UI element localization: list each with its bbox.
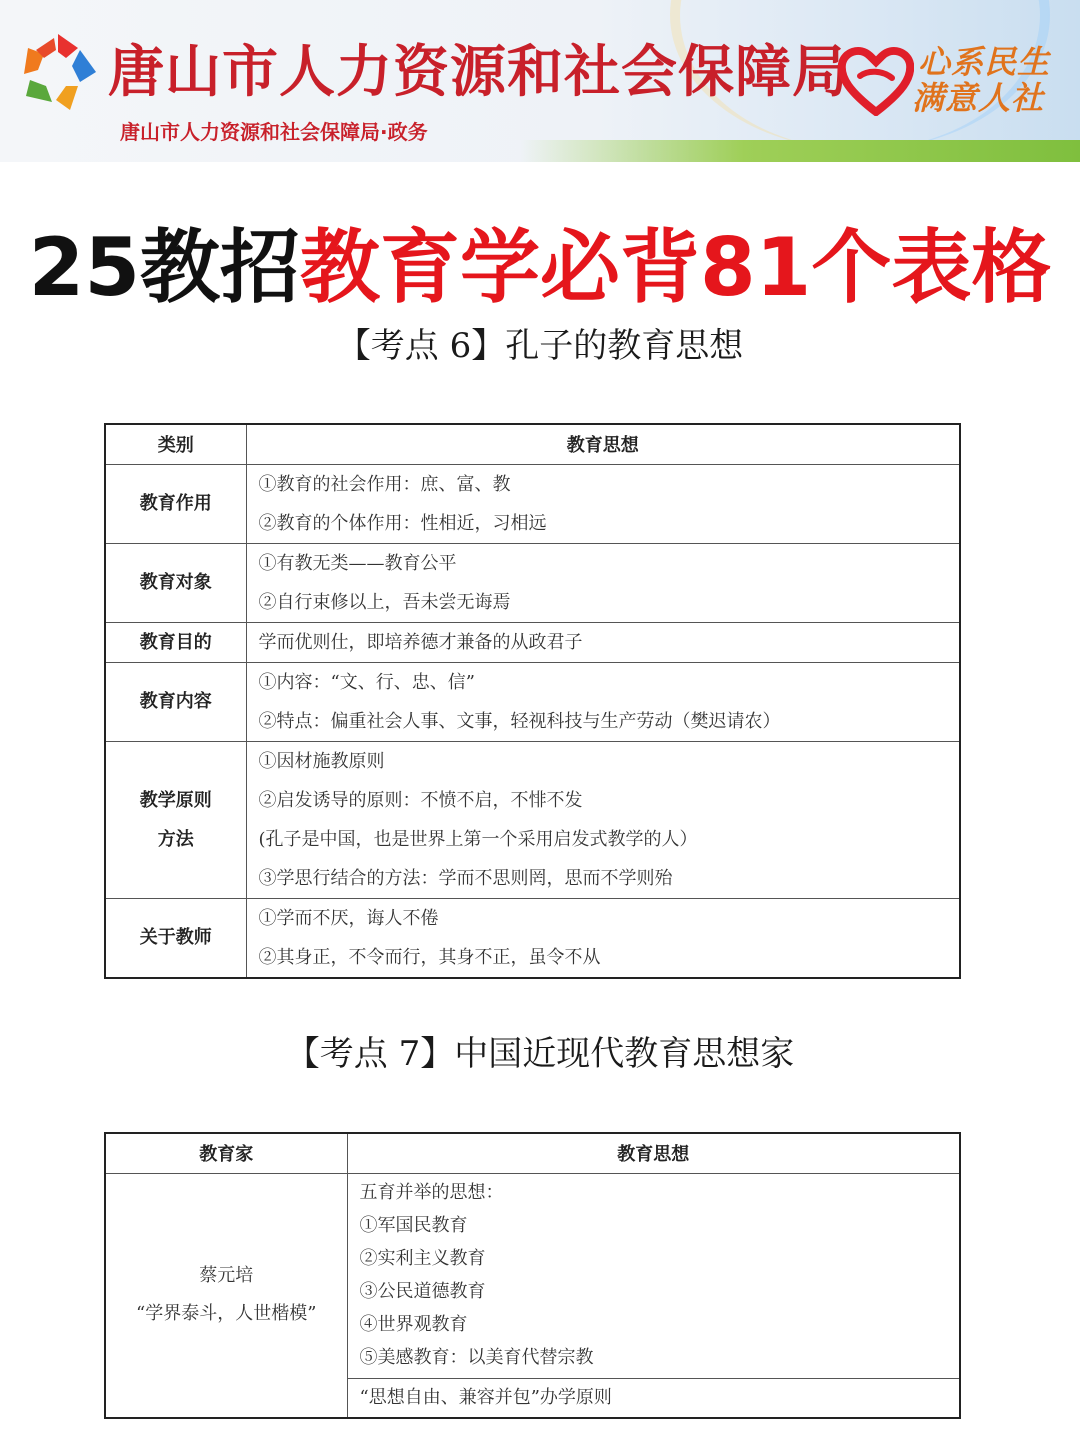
content-line: ①学而不厌，诲人不倦 bbox=[258, 907, 439, 929]
table-row bbox=[105, 898, 960, 978]
idea-line: ②实利主义教育 bbox=[359, 1247, 486, 1269]
category-label: 教学原则 bbox=[139, 789, 212, 811]
column-header-thought: 教育思想 bbox=[246, 424, 960, 464]
row-content bbox=[246, 622, 960, 662]
row-content bbox=[246, 662, 960, 741]
educator-name: 蔡元培 bbox=[199, 1265, 254, 1286]
category-label: 教育内容 bbox=[139, 691, 212, 712]
row-content bbox=[246, 741, 960, 898]
row-category bbox=[105, 543, 246, 622]
grass-decoration bbox=[520, 140, 1080, 162]
org-subtitle: 唐山市人力资源和社会保障局·政务 bbox=[120, 120, 428, 144]
table-row bbox=[105, 1173, 960, 1378]
educator-epithet: “学界泰斗，人世楷模” bbox=[136, 1303, 317, 1324]
header-banner bbox=[0, 0, 1080, 162]
category-label: 教育目的 bbox=[139, 631, 212, 653]
modern-educators-table bbox=[104, 1132, 961, 1419]
content-line: ②其身正，不令而行，其身不正，虽令不从 bbox=[258, 946, 601, 968]
org-logo-icon bbox=[16, 30, 100, 114]
section1-heading: 【考点 6】孔子的教育思想 bbox=[336, 326, 744, 366]
content-line: ③学思行结合的方法：学而不思则罔，思而不学则殆 bbox=[258, 867, 673, 889]
table-row bbox=[105, 464, 960, 543]
page-title bbox=[0, 220, 1080, 316]
idea-line: ④世界观教育 bbox=[359, 1313, 468, 1335]
row-content bbox=[246, 543, 960, 622]
row-category bbox=[105, 898, 246, 978]
content-line: ②启发诱导的原则：不愤不启，不悱不发 bbox=[258, 789, 583, 811]
section2-heading: 【考点 7】中国近现代教育思想家 bbox=[285, 1034, 795, 1074]
title-prefix: 25教招 bbox=[28, 221, 300, 314]
table-row bbox=[105, 622, 960, 662]
table-row bbox=[105, 543, 960, 622]
slogan-line-1: 心系民生 bbox=[918, 43, 1051, 81]
table-row bbox=[105, 741, 960, 898]
educator-cell bbox=[105, 1173, 347, 1418]
column-header-educator: 教育家 bbox=[105, 1133, 347, 1173]
heart-logo-icon bbox=[838, 46, 914, 116]
category-label: 教育对象 bbox=[139, 572, 212, 593]
title-highlight: 教育学必背81个表格 bbox=[300, 221, 1052, 314]
column-header-thought: 教育思想 bbox=[347, 1133, 960, 1173]
ideas-cell bbox=[347, 1173, 960, 1378]
content-line: ①内容：“文、行、忠、信” bbox=[258, 671, 475, 693]
category-label: 关于教师 bbox=[139, 927, 212, 948]
row-category bbox=[105, 622, 246, 662]
row-content bbox=[246, 464, 960, 543]
slogan bbox=[912, 43, 1051, 117]
content-line: ②特点：偏重社会人事、文事，轻视科技与生产劳动（樊迟请农） bbox=[258, 710, 781, 732]
content-line: ①因材施教原则 bbox=[258, 750, 385, 772]
category-label: 教育作用 bbox=[139, 493, 212, 514]
row-category bbox=[105, 741, 246, 898]
category-label: 方法 bbox=[157, 828, 194, 850]
principle-line: “思想自由、兼容并包”办学原则 bbox=[359, 1387, 612, 1408]
row-content bbox=[246, 898, 960, 978]
principle-cell bbox=[347, 1378, 960, 1418]
content-line: ①有教无类——教育公平 bbox=[258, 552, 457, 574]
content-line: (孔子是中国，也是世界上第一个采用启发式教学的人） bbox=[258, 828, 698, 850]
slogan-line-2: 满意人社 bbox=[912, 79, 1045, 117]
idea-line: 五育并举的思想： bbox=[359, 1181, 504, 1203]
row-category bbox=[105, 464, 246, 543]
org-name: 唐山市人力资源和社会保障局 bbox=[108, 40, 849, 105]
table-header-row bbox=[105, 1133, 960, 1173]
row-category bbox=[105, 662, 246, 741]
confucius-table bbox=[104, 423, 961, 979]
content-line: ②教育的个体作用：性相近，习相远 bbox=[258, 512, 547, 534]
column-header-category: 类别 bbox=[105, 424, 246, 464]
content-line: ①教育的社会作用：庶、富、教 bbox=[258, 473, 511, 495]
idea-line: ⑤美感教育：以美育代替宗教 bbox=[359, 1346, 594, 1368]
content-line: ②自行束修以上，吾未尝无诲焉 bbox=[258, 591, 511, 613]
idea-line: ③公民道德教育 bbox=[359, 1280, 486, 1302]
idea-line: ①军国民教育 bbox=[359, 1214, 468, 1236]
table-row bbox=[105, 662, 960, 741]
content-line: 学而优则仕，即培养德才兼备的从政君子 bbox=[258, 631, 583, 653]
table-header-row bbox=[105, 424, 960, 464]
